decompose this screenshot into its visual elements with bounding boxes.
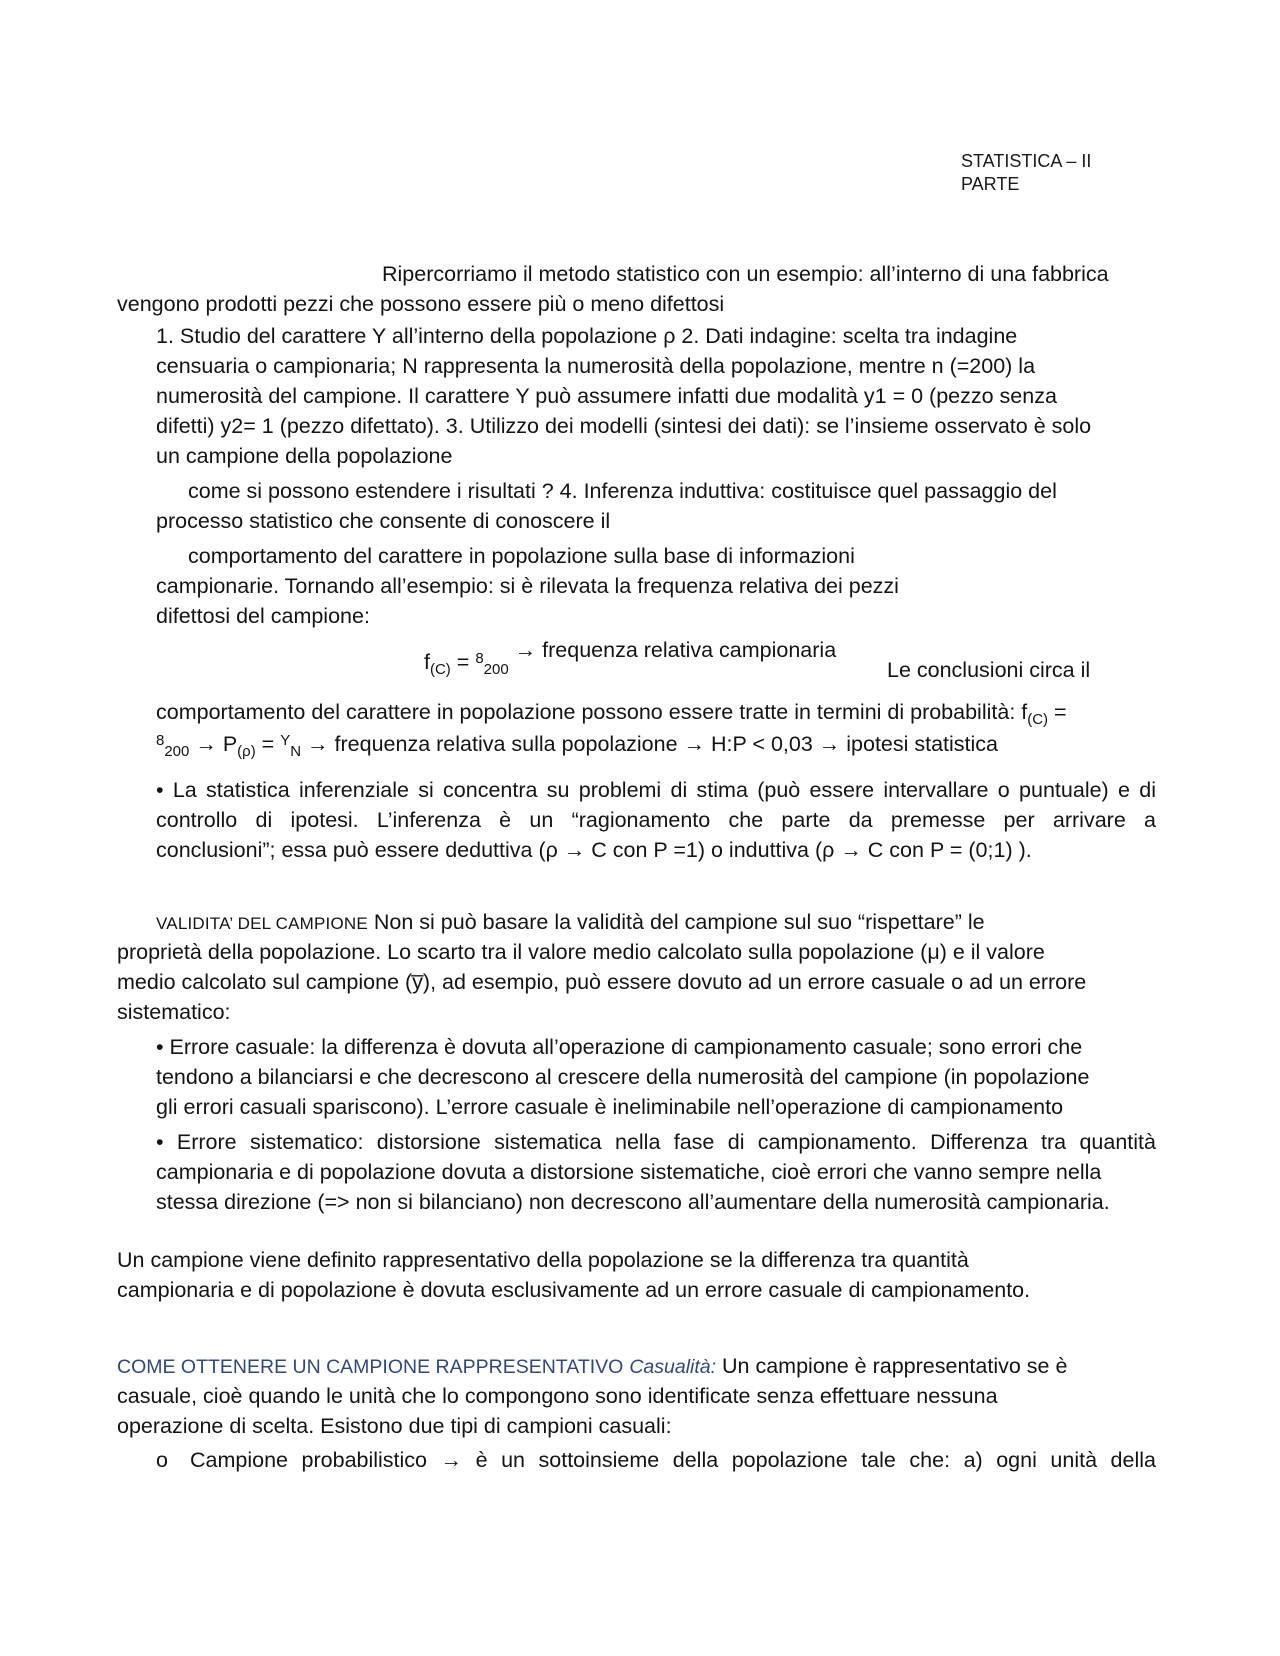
steps-line-7: processo statistico che consente di conoscere il (156, 509, 611, 533)
systematic-error-line-1: • Errore sistematico: distorsione sistematica nella fase di campionamento. Differenza tra quantità (156, 1130, 1156, 1154)
steps-line-1: 1. Studio del carattere Y all’interno della popolazione ρ 2. Dati indagine: scelta tra indagine (156, 324, 1018, 348)
systematic-error-line-3: stessa direzione (=> non si bilanciano) non decrescono all’aumentare della numerosità campionaria. (156, 1190, 1110, 1214)
list-bullet-o: o (156, 1448, 168, 1472)
casual-error-line-2: tendono a bilanciarsi e che decrescono al crescere della numerosità del campione (in popolazione (156, 1065, 1090, 1089)
casual-error-line-1: • Errore casuale: la differenza è dovuta all’operazione di campionamento casuale; sono errori che (156, 1035, 1083, 1059)
steps-line-4: difetti) y2= 1 (pezzo difettato). 3. Utilizzo dei modelli (sintesi dei dati): se l’insieme osservato è solo (156, 414, 1092, 438)
formula-sample-frequency: $f_{(C)} = ^8_{200}$ → frequenza relativa campionaria (424, 638, 837, 678)
steps-line-8: comportamento del carattere in popolazione sulla base di informazioni (188, 544, 855, 568)
formula-population-line-2: $^8_{200} \to P_{(\rho)} = ^Y_N$ → frequenza relativa sulla popolazione → H:P < 0,03 → ipotesi statistica (156, 732, 999, 760)
systematic-error-line-2: campionaria e di popolazione dovuta a distorsione sistematiche, cioè errori che vanno sempre nella (156, 1160, 1102, 1184)
howto-item-1: Campione probabilistico → è un sottoinsieme della popolazione tale che: a) ogni unità della (190, 1448, 1156, 1472)
steps-line-5: un campione della popolazione (156, 444, 453, 468)
formula-population-line-1: comportamento del carattere in popolazione possono essere tratte in termini di probabilità: $f_{(C)}$ = (156, 700, 1067, 728)
inference-line-3: conclusioni”; essa può essere deduttiva (ρ → C con P =1) o induttiva (ρ → C con P = (0;1) ). (156, 838, 1032, 862)
representative-line-1: Un campione viene definito rappresentativo della popolazione se la differenza tra quantità (117, 1248, 969, 1272)
steps-line-10: difettosi del campione: (156, 604, 370, 628)
casual-error-line-3: gli errori casuali spariscono). L’errore casuale è ineliminabile nell’operazione di campionamento (156, 1095, 1064, 1119)
howto-line-1: COME OTTENERE UN CAMPIONE RAPPRESENTATIVO Casualità: Un campione è rappresentativo se è (117, 1354, 1068, 1378)
howto-title: COME OTTENERE UN CAMPIONE RAPPRESENTATIVO (117, 1356, 624, 1378)
steps-line-9: campionarie. Tornando all’esempio: si è rilevata la frequenza relativa dei pezzi (156, 574, 899, 598)
validity-line-3: medio calcolato sul campione (y̅), ad esempio, può essere dovuto ad un errore casuale o ad un errore (117, 970, 1087, 994)
validity-title: VALIDITA’ DEL CAMPIONE (156, 914, 368, 933)
validity-line-1: VALIDITA’ DEL CAMPIONE Non si può basare la validità del campione sul suo “rispettare” le (156, 910, 985, 934)
inference-line-2: controllo di ipotesi. L’inferenza è un “ragionamento che parte da premesse per arrivare a (156, 808, 1156, 832)
validity-line-4: sistematico: (117, 1000, 231, 1024)
validity-line-2: proprietà della popolazione. Lo scarto tra il valore medio calcolato sulla popolazione (μ) e il valore (117, 940, 1045, 964)
formula-tail-text: Le conclusioni circa il (887, 658, 1091, 682)
howto-italic-label: Casualità: (629, 1356, 717, 1378)
inference-line-1: • La statistica inferenziale si concentra su problemi di stima (può essere intervallare o puntuale) e di (156, 778, 1156, 802)
page-header (961, 150, 1121, 196)
steps-line-3: numerosità del campione. Il carattere Y può assumere infatti due modalità y1 = 0 (pezzo senza (156, 384, 1057, 408)
intro-line-1: Ripercorriamo il metodo statistico con un esempio: all’interno di una fabbrica (382, 262, 1109, 286)
howto-line-3: operazione di scelta. Esistono due tipi di campioni casuali: (117, 1414, 672, 1438)
intro-line-2: vengono prodotti pezzi che possono essere più o meno difettosi (117, 292, 725, 316)
header-line-1: STATISTICA – II (961, 151, 1092, 171)
steps-line-2: censuaria o campionaria; N rappresenta la numerosità della popolazione, mentre n (=200) la (156, 354, 1036, 378)
howto-line-2: casuale, cioè quando le unità che lo compongono sono identificate senza effettuare nessuna (117, 1384, 998, 1408)
representative-line-2: campionaria e di popolazione è dovuta esclusivamente ad un errore casuale di campionamento. (117, 1278, 1031, 1302)
header-line-2: PARTE (961, 174, 1020, 194)
steps-line-6: come si possono estendere i risultati ? 4. Inferenza induttiva: costituisce quel passaggio del (188, 479, 1057, 503)
